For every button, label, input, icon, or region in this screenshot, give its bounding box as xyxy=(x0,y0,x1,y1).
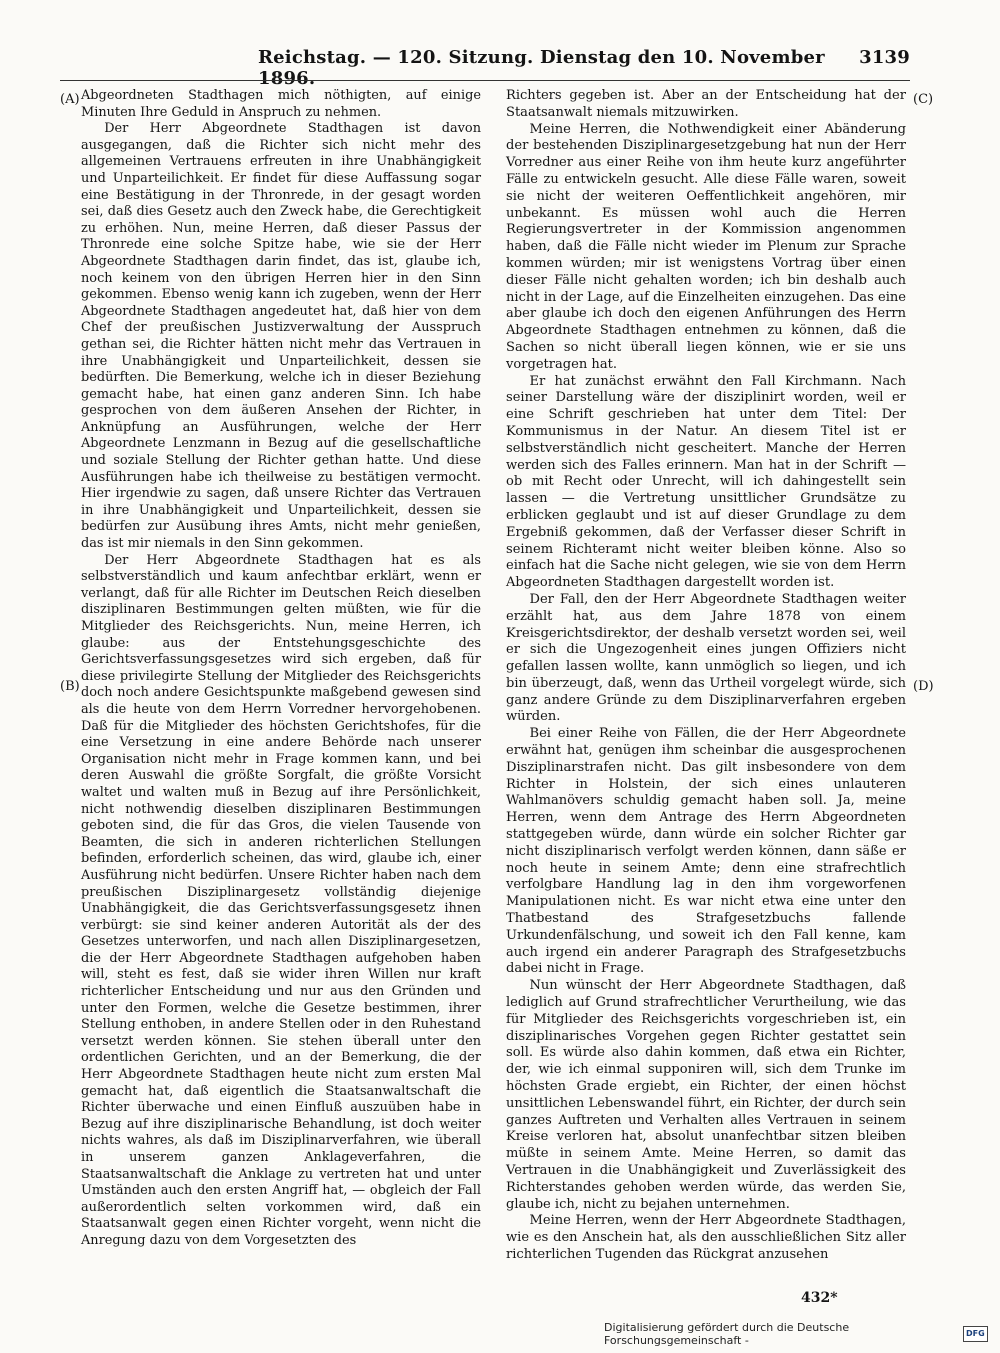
margin-marker-c: (C) xyxy=(913,92,934,107)
margin-marker-a: (A) xyxy=(60,92,80,107)
signature-mark: 432* xyxy=(801,1290,838,1306)
right-column xyxy=(506,88,906,1264)
running-header xyxy=(258,47,910,89)
dfg-logo-icon: DFG xyxy=(963,1326,988,1342)
paragraph: Bei einer Reihe von Fällen, die der Herr Abgeordnete erwähnt hat, genügen ihm scheinbar die ausgesprochenen Disziplinarstrafen nicht. Das gilt insbesondere von dem Richter in Holstein, der sich eines unlauteren Wahlmanövers schuldig gemacht haben soll. Ja, meine Herren, wenn dem Antrage des Herrn Abgeordneten stattgegeben würde, dann würde ein solcher Richter gar nicht disziplinarisch verfolgt werden können, dann säße er noch heute in seinem Amte; denn eine strafrechtlich verfolgbare Handlung lag in den ihm vorgeworfenen Manipulationen nicht. Es war nicht etwa eine unter den Thatbestand des Strafgesetzbuchs fallende Urkundenfälschung, und soweit ich den Fall kenne, kam auch irgend ein anderer Paragraph des Strafgesetzbuchs dabei nicht in Frage. xyxy=(506,726,906,977)
running-title: Reichstag. — 120. Sitzung. Dienstag den 10. November 1896. xyxy=(258,47,825,89)
paragraph: Nun wünscht der Herr Abgeordnete Stadthagen, daß lediglich auf Grund strafrechtlicher Verurtheilung, wie das für Mitglieder des Reichsgerichts vorgeschrieben ist, ein disziplinarisches Vorgehen gegen Richter gestattet sein soll. Es würde also dahin kommen, daß etwa ein Richter, der, wie ich einmal supponiren will, sich dem Trunke im höchsten Grade ergiebt, ein Richter, der einen höchst unsittlichen Lebenswandel führt, ein Richter, der durch sein ganzes Auftreten und Verhalten alles Vertrauen in seinem Kreise verloren hat, absolut unanfechtbar sitzen bleiben müßte in seinem Amte. Meine Herren, so damit das Vertrauen in die Unabhängigkeit und Zuverlässigkeit des Richterstandes gehoben werden würde, das werden Sie, glaube ich, nicht zu bejahen unternehmen. xyxy=(506,978,906,1212)
paragraph: Meine Herren, die Nothwendigkeit einer Abänderung der bestehenden Disziplinargesetzgebung hat nun der Herr Vorredner aus einer Reihe von ihm heute kurz angeführter Fälle zu entwickeln gesucht. Alle diese Fälle waren, soweit sie nicht der weiteren Oeffentlichkeit angehören, mir unbekannt. Es müssen wohl auch die Herren Regierungsvertreter in der Kommission angenommen haben, daß die Fälle nicht wieder im Plenum zur Sprache kommen würden; mir ist wenigstens Vortrag über einen dieser Fälle nicht gehalten worden; ich bin deshalb auch nicht in der Lage, auf die Einzelheiten einzugehen. Das eine aber glaube ich doch den eigenen Anführungen des Herrn Abgeordnete Stadthagen entnehmen zu können, daß die Sachen so nicht überall liegen können, wie er sie uns vorgetragen hat. xyxy=(506,121,906,372)
paragraph: Meine Herren, wenn der Herr Abgeordnete Stadthagen, wie es den Anschein hat, als den ausschließlichen Sitz aller richterlichen Tugenden das Rückgrat anzusehen xyxy=(506,1213,906,1262)
header-rule xyxy=(60,80,910,81)
paragraph: Richters gegeben ist. Aber an der Entscheidung hat der Staatsanwalt niemals mitzuwirken. xyxy=(506,88,906,120)
footer-text: Digitalisierung gefördert durch die Deutsche Forschungsgemeinschaft - xyxy=(604,1321,850,1347)
footer xyxy=(604,1322,988,1346)
paragraph: Der Herr Abgeordnete Stadthagen hat es als selbstverständlich und kaum anfechtbar erklärt, wenn er verlangt, daß für alle Richter im Deutschen Reich dieselben disziplinaren Bestimmungen gelten müßten, wie für die Mitglieder des Reichsgerichts. Nun, meine Herren, ich glaube: aus der Entstehungsgeschichte des Gerichtsverfassungsgesetzes wird sich ergeben, daß für diese privilegirte Stellung der Mitglieder des Reichsgerichts doch noch andere Gesichtspunkte maßgebend gewesen sind als die heute von dem Herrn Vorredner hervorgehobenen. Daß für die Mitglieder des höchsten Gerichtshofes, für die eine Versetzung in eine andere Behörde nach unserer Organisation nicht mehr in Frage kommen kann, und bei deren Auswahl die größte Sorgfalt, die größte Vorsicht waltet und walten muß in Bezug auf ihre Persönlichkeit, nicht nothwendig dieselben disziplinaren Bestimmungen geboten sind, die für das Gros, die vielen Tausende von Beamten, die sich in anderen richterlichen Stellungen befinden, erforderlich scheinen, das wird, glaube ich, einer Ausführung nicht bedürfen. Unsere Richter haben nach dem preußischen Disziplinargesetz vollständig diejenige Unabhängigkeit, die das Gerichtsverfassungsgesetz ihnen verbürgt: sie sind keiner anderen Autorität als der des Gesetzes unterworfen, und nach allen Disziplinargesetzen, die der Herr Abgeordnete Stadthagen aufgehoben haben will, steht es fest, daß sie wider ihren Willen nur kraft richterlicher Entscheidung und nur aus den Gründen und unter den Formen, welche die Gesetze bestimmen, ihrer Stellung enthoben, in andere Stellen oder in den Ruhestand versetzt werden können. Sie stehen überall unter den ordentlichen Gerichten, und an der Bemerkung, die der Herr Abgeordnete Stadthagen heute nicht zum ersten Mal gemacht hat, daß eigentlich die Staatsanwaltschaft die Richter überwache und einen Einfluß auszuüben habe in Bezug auf ihre disziplinarische Behandlung, ist doch weiter nichts wahres, als daß im Disziplinarverfahren, wie überall in unserem ganzen Anklageverfahren, die Staatsanwaltschaft die Anklage zu vertreten hat und unter Umständen auch den ersten Angriff hat, — obgleich der Fall außerordentlich selten vorkommen wird, daß ein Staatsanwalt gegen einen Richter vorgeht, wenn nicht die Anregung dazu von dem Vorgesetzten des xyxy=(81,552,481,1248)
page-number: 3139 xyxy=(859,47,910,68)
left-column xyxy=(81,88,481,1250)
margin-marker-d: (D) xyxy=(913,679,934,694)
paragraph: Er hat zunächst erwähnt den Fall Kirchmann. Nach seiner Darstellung wäre der disziplinirt worden, weil er eine Schrift geschrieben hat unter dem Titel: Der Kommunismus in der Natur. An diesem Titel ist er selbstverständlich nicht gescheitert. Manche der Herren werden sich des Falles erinnern. Man hat in der Schrift — ob mit Recht oder Unrecht, will ich dahingestellt sein lassen — die Vertretung unsittlicher Grundsätze zu erblicken geglaubt und ist auf dieser Grundlage zu dem Ergebniß gekommen, daß der Verfasser dieser Schrift in seinem Richteramt nicht weiter bleiben könne. Also so einfach hat die Sache nicht gelegen, wie sie von dem Herrn Abgeordneten Stadthagen dargestellt worden ist. xyxy=(506,373,906,591)
paragraph: Der Herr Abgeordnete Stadthagen ist davon ausgegangen, daß die Richter sich nicht mehr des allgemeinen Vertrauens erfreuten in ihre Unabhängigkeit und Unparteilichkeit. Er findet für diese Auffassung sogar eine Bestätigung in der Thronrede, in der gesagt worden sei, daß dies Gesetz auch den Zweck habe, die Gerechtigkeit zu erhöhen. Nun, meine Herren, daß dieser Passus der Thronrede eine solche Spitze habe, wie sie der Herr Abgeordnete Stadthagen darin findet, das ist, glaube ich, noch keinem von den übrigen Herren hier in den Sinn gekommen. Ebenso wenig kann ich zugeben, wenn der Herr Abgeordnete Stadthagen angedeutet hat, daß hier von dem Chef der preußischen Justizverwaltung der Ausspruch gethan sei, die Richter hätten nicht mehr das Vertrauen in ihre Unabhängigkeit und Unparteilichkeit, dessen sie bedürften. Die Bemerkung, welche ich in dieser Beziehung gemacht habe, hat einen ganz anderen Sinn. Ich habe gesprochen von dem äußeren Ansehen der Richter, in Anknüpfung an Ausführungen, welche der Herr Abgeordnete Lenzmann in Bezug auf die gesellschaftliche und soziale Stellung der Richter gethan hatte. Und diese Ausführungen habe ich theilweise zu bestätigen vermocht. Hier irgendwie zu sagen, daß unsere Richter das Vertrauen in ihre Unabhängigkeit und Unparteilichkeit, dessen sie bedürfen zur Ausübung ihres Amts, nicht mehr genießen, das ist mir niemals in den Sinn gekommen. xyxy=(81,121,481,552)
paragraph: Abgeordneten Stadthagen mich nöthigten, auf einige Minuten Ihre Geduld in Anspruch zu nehmen. xyxy=(81,88,481,120)
margin-marker-b: (B) xyxy=(60,679,80,694)
paragraph: Der Fall, den der Herr Abgeordnete Stadthagen weiter erzählt hat, aus dem Jahre 1878 von einem Kreisgerichtsdirektor, der deshalb versetzt worden sei, weil er sich die Ungezogenheit eines jungen Offiziers nicht gefallen lassen wollte, kann unmöglich so liegen, und ich bin überzeugt, daß, wenn das Urtheil vorgelegt würde, sich ganz andere Gründe zu dem Disziplinarverfahren ergeben würden. xyxy=(506,591,906,725)
